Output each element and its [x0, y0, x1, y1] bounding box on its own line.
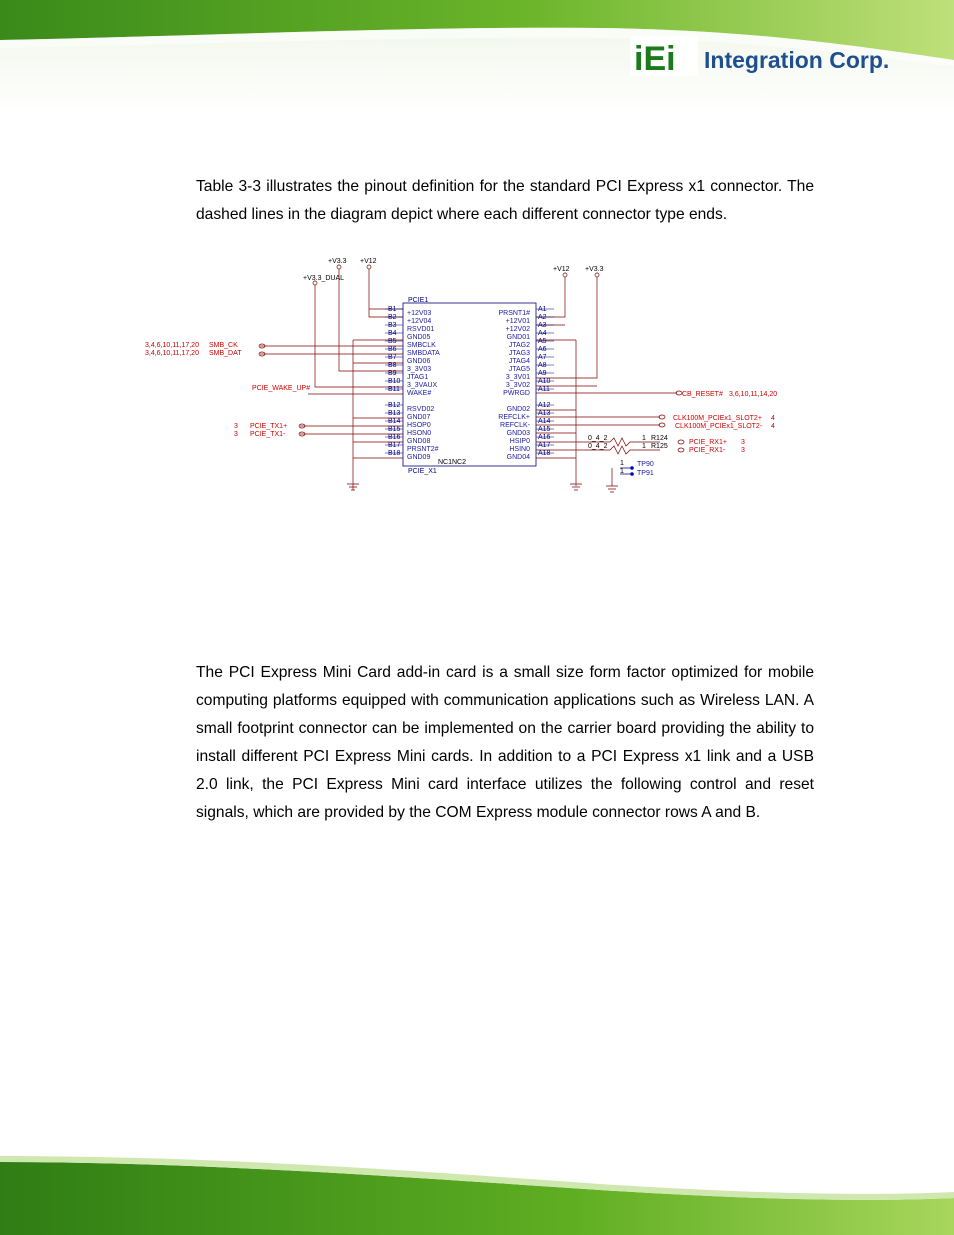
net-name: PCIE_WAKE_UP# [252, 385, 311, 392]
pin-name: REFCLK- [500, 422, 530, 429]
pin-number: B13 [388, 410, 401, 417]
pin-number: A13 [538, 410, 551, 417]
power-label: +V3.3_DUAL [303, 275, 345, 282]
net-ref: 4 [771, 423, 775, 430]
pin-name: 3_3V01 [505, 374, 530, 381]
pin-name: PRSNT1# [498, 310, 530, 317]
pin-number: A7 [538, 354, 547, 361]
pin-number: A5 [538, 338, 547, 345]
pin-name: +12V02 [505, 326, 530, 333]
pin-number: A16 [538, 434, 551, 441]
net-name: CLK100M_PCIEx1_SLOT2- [675, 423, 763, 430]
pin-number: B16 [388, 434, 401, 441]
pin-name: HSON0 [407, 430, 432, 437]
ground-symbols [347, 484, 618, 492]
pin-name: GND06 [407, 358, 431, 365]
connector-part: PCIE_X1 [408, 468, 437, 475]
tp-ref: TP90 [637, 461, 654, 468]
pin-name: JTAG2 [508, 342, 530, 349]
pin-number: A6 [538, 346, 547, 353]
pin-number: A14 [538, 418, 551, 425]
pin-number: A8 [538, 362, 547, 369]
pin-name: GND09 [407, 454, 431, 461]
power-label: +V12 [553, 266, 570, 273]
pin-name: GND07 [407, 414, 431, 421]
pin-number: B4 [388, 330, 397, 337]
net-name: CLK100M_PCIEx1_SLOT2+ [673, 415, 762, 422]
resistor-pin: 1 [642, 435, 646, 442]
pin-name: HSOP0 [407, 422, 431, 429]
pin-number: B2 [388, 314, 397, 321]
pin-number: B11 [388, 386, 400, 393]
net-ref: 3 [741, 439, 745, 446]
pin-name: RSVD02 [407, 406, 435, 413]
pin-name: PWRGD [503, 390, 530, 397]
page-footer [0, 1132, 954, 1235]
resistors [588, 435, 668, 450]
pin-name: +12V04 [407, 318, 432, 325]
pin-number: B14 [388, 418, 401, 425]
net-name: SMB_DAT [209, 350, 242, 357]
power-label: +V12 [360, 258, 377, 265]
net-name: CB_RESET# [682, 391, 723, 398]
test-points [620, 460, 654, 477]
power-label: +V3.3 [585, 266, 604, 273]
net-name: PCIE_RX1+ [689, 439, 727, 446]
pin-number: A18 [538, 450, 551, 457]
pin-number: A11 [538, 386, 550, 393]
pin-number: B8 [388, 362, 397, 369]
pin-name: PRSNT2# [407, 446, 439, 453]
net-ref: 3,6,10,11,14,20 [729, 391, 778, 398]
pin-name: JTAG5 [508, 366, 530, 373]
pin-name: SMBCLK [407, 342, 436, 349]
pin-name: REFCLK+ [498, 414, 530, 421]
pin-number: B10 [388, 378, 401, 385]
body-paragraph-2: The PCI Express Mini Card add-in card is a small size form factor optimized for mobile computing platforms equipped with communication applications such as Wireless LAN. A small footprint connector can be implemented on the carrier board providing the ability to install different PCI Express Mini cards. In addition to a PCI Express x1 link and a USB 2.0 link, the PCI Express Mini card interface utilizes the following control and reset signals, which are provided by the COM Express module connector rows A and B. [196, 664, 814, 821]
net-ref: 3,4,6,10,11,17,20 [145, 342, 199, 349]
nc-label: NC1NC2 [438, 459, 467, 466]
pin-number: A1 [538, 306, 547, 313]
pin-number: B9 [388, 370, 397, 377]
pin-name: GND04 [506, 454, 530, 461]
resistor-ref: R125 [651, 443, 668, 450]
page-header [0, 0, 954, 112]
pin-number: B1 [388, 306, 397, 313]
tp-pin: 1 [620, 460, 624, 467]
resistor-ref: R124 [651, 435, 668, 442]
pin-number: A15 [538, 426, 551, 433]
left-nets [145, 342, 310, 438]
net-ref: 4 [771, 415, 775, 422]
pin-name: GND03 [506, 430, 530, 437]
pin-name: JTAG3 [508, 350, 530, 357]
net-name: SMB_CK [209, 342, 238, 349]
pin-number: B7 [388, 354, 397, 361]
pin-name: SMBDATA [407, 350, 440, 357]
pin-name: WAKE# [407, 390, 432, 397]
pin-number: B17 [388, 442, 401, 449]
net-ref: 3 [741, 447, 745, 454]
pin-name: JTAG4 [508, 358, 530, 365]
pin-name: GND05 [407, 334, 431, 341]
pin-number: B12 [388, 402, 401, 409]
right-nets [673, 391, 777, 454]
pin-number: A9 [538, 370, 547, 377]
net-name: PCIE_TX1+ [250, 423, 288, 430]
pin-name: HSIN0 [509, 446, 530, 453]
logo-mark: iEi [634, 40, 676, 78]
pin-name: +12V03 [407, 310, 432, 317]
net-ref: 3 [234, 423, 238, 430]
resistor-value: 0_4_2 [588, 435, 608, 442]
resistor-pin: 1 [642, 443, 646, 450]
pin-name: JTAG1 [407, 374, 429, 381]
pin-name: 3_3VAUX [407, 382, 438, 389]
pin-name: 3_3V03 [407, 366, 432, 373]
pin-number: B6 [388, 346, 397, 353]
pin-number: A2 [538, 314, 547, 321]
power-symbols [303, 258, 604, 285]
iei-logo [630, 34, 920, 80]
pin-number: B5 [388, 338, 397, 345]
body-paragraph-1: Table 3-3 illustrates the pinout definition for the standard PCI Express x1 connector. The dashed lines in the diagram depict where each different connector type ends. [196, 178, 814, 223]
logo-text: Integration Corp. [704, 47, 890, 73]
pin-name: HSIP0 [509, 438, 530, 445]
net-name: PCIE_TX1- [250, 431, 286, 438]
tp-ref: TP91 [637, 470, 654, 477]
net-ref: 3,4,6,10,11,17,20 [145, 350, 199, 357]
net-ports [259, 344, 684, 452]
pin-number: B3 [388, 322, 397, 329]
pin-number: B18 [388, 450, 401, 457]
wiring [260, 269, 677, 490]
pin-name: GND02 [506, 406, 530, 413]
a-side-pins [498, 306, 554, 461]
pin-number: A12 [538, 402, 551, 409]
b-side-pins [385, 306, 440, 461]
resistor-value: 0_4_2 [588, 443, 608, 450]
pin-number: A17 [538, 442, 551, 449]
pcie-x1-schematic [140, 250, 800, 500]
pin-number: A3 [538, 322, 547, 329]
pin-name: GND01 [506, 334, 530, 341]
net-name: PCIE_RX1- [689, 447, 726, 454]
pin-name: +12V01 [505, 318, 530, 325]
connector-ref: PCIE1 [408, 297, 429, 304]
power-label: +V3.3 [328, 258, 347, 265]
pin-name: GND08 [407, 438, 431, 445]
pin-number: A4 [538, 330, 547, 337]
tp-pin: 1 [620, 468, 624, 475]
pin-name: 3_3V02 [505, 382, 530, 389]
pin-number: A10 [538, 378, 551, 385]
net-ref: 3 [234, 431, 238, 438]
footer-green-swoosh [0, 1132, 954, 1235]
pin-number: B15 [388, 426, 401, 433]
pin-name: RSVD01 [407, 326, 435, 333]
